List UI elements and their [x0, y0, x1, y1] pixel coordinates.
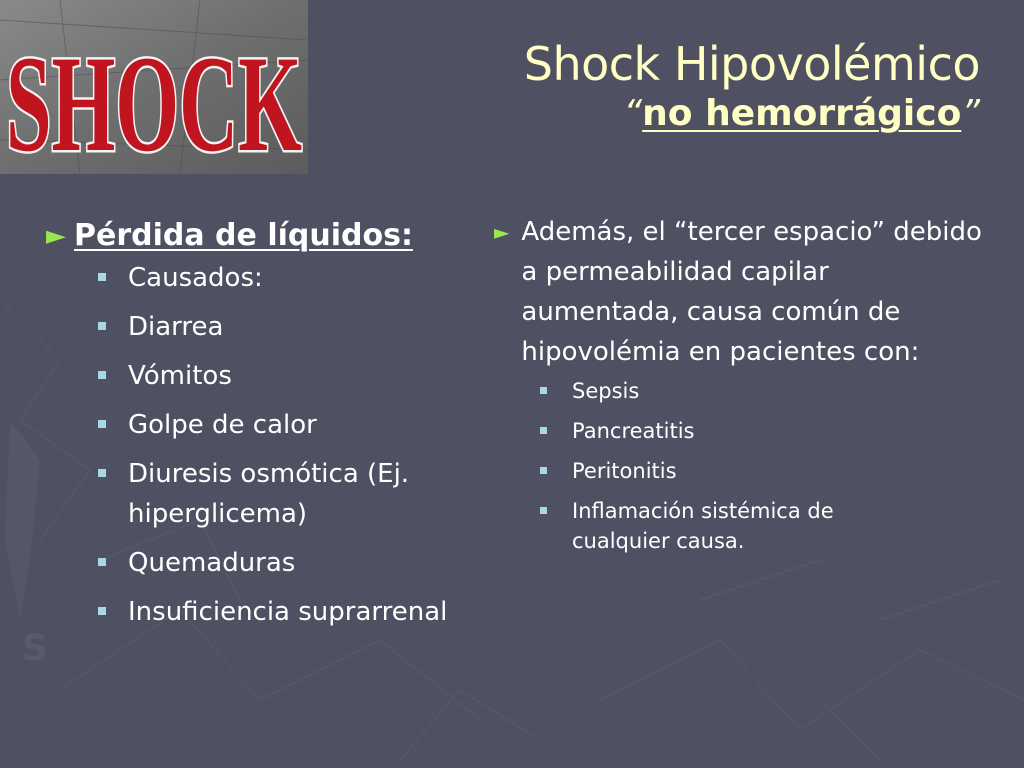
right-main-bullet [494, 212, 1004, 372]
right-triangle-arrow-icon: ► [494, 220, 510, 244]
square-bullet-icon [98, 322, 106, 330]
slide-header [524, 36, 980, 136]
right-triangle-arrow-icon: ► [46, 221, 66, 251]
shock-logo-text: SHOCK [6, 27, 302, 174]
subtitle-bold: no hemorrágico [642, 93, 962, 134]
square-bullet-icon [540, 427, 547, 434]
svg-text:S: S [22, 628, 48, 669]
list-item [98, 307, 506, 347]
list-item [98, 592, 506, 632]
list-item-label: Quemaduras [128, 548, 296, 578]
slide-subtitle [524, 92, 980, 136]
square-bullet-icon [98, 371, 106, 379]
list-item-label: Insuficiencia suprarrenal [128, 597, 448, 627]
left-sublist [46, 258, 506, 632]
list-item [98, 454, 458, 534]
square-bullet-icon [98, 469, 106, 477]
left-column [46, 214, 506, 641]
list-item [98, 543, 506, 583]
shock-logo-image [0, 0, 308, 174]
list-item-label: Vómitos [128, 361, 232, 391]
list-item-label: Golpe de calor [128, 410, 317, 440]
square-bullet-icon [98, 558, 106, 566]
square-bullet-icon [540, 507, 547, 514]
list-item [98, 258, 506, 298]
list-item-label: Sepsis [572, 379, 640, 403]
list-item [540, 456, 1004, 486]
list-item-label: Diuresis osmótica (Ej. hiperglicema) [128, 459, 410, 529]
right-column [494, 212, 1004, 566]
svg-text:SHOCK: SHOCK [6, 27, 302, 174]
subtitle-close-quote: ” [961, 93, 980, 134]
left-heading: Pérdida de líquidos: [74, 218, 413, 253]
list-item-label: Diarrea [128, 312, 224, 342]
list-item [98, 405, 506, 445]
list-item-label: Pancreatitis [572, 419, 695, 443]
list-item-label: Peritonitis [572, 459, 677, 483]
square-bullet-icon [540, 387, 547, 394]
subtitle-open-quote: “ [623, 93, 643, 134]
left-main-bullet [46, 214, 506, 258]
square-bullet-icon [540, 467, 547, 474]
list-item-label: Causados: [128, 263, 263, 293]
shock-logo [0, 0, 308, 174]
slide-title: Shock Hipovolémico [523, 37, 980, 91]
list-item [540, 376, 1004, 406]
right-paragraph: Además, el “tercer espacio” debido a permeabilidad capilar aumentada, causa común de hipovolémia en pacientes con: [521, 217, 982, 367]
list-item [98, 356, 506, 396]
list-item-label: Inflamación sistémica de cualquier causa. [572, 499, 834, 553]
square-bullet-icon [98, 273, 106, 281]
list-item [540, 496, 892, 556]
square-bullet-icon [98, 607, 106, 615]
right-sublist [494, 376, 1004, 556]
square-bullet-icon [98, 420, 106, 428]
list-item [540, 416, 1004, 446]
